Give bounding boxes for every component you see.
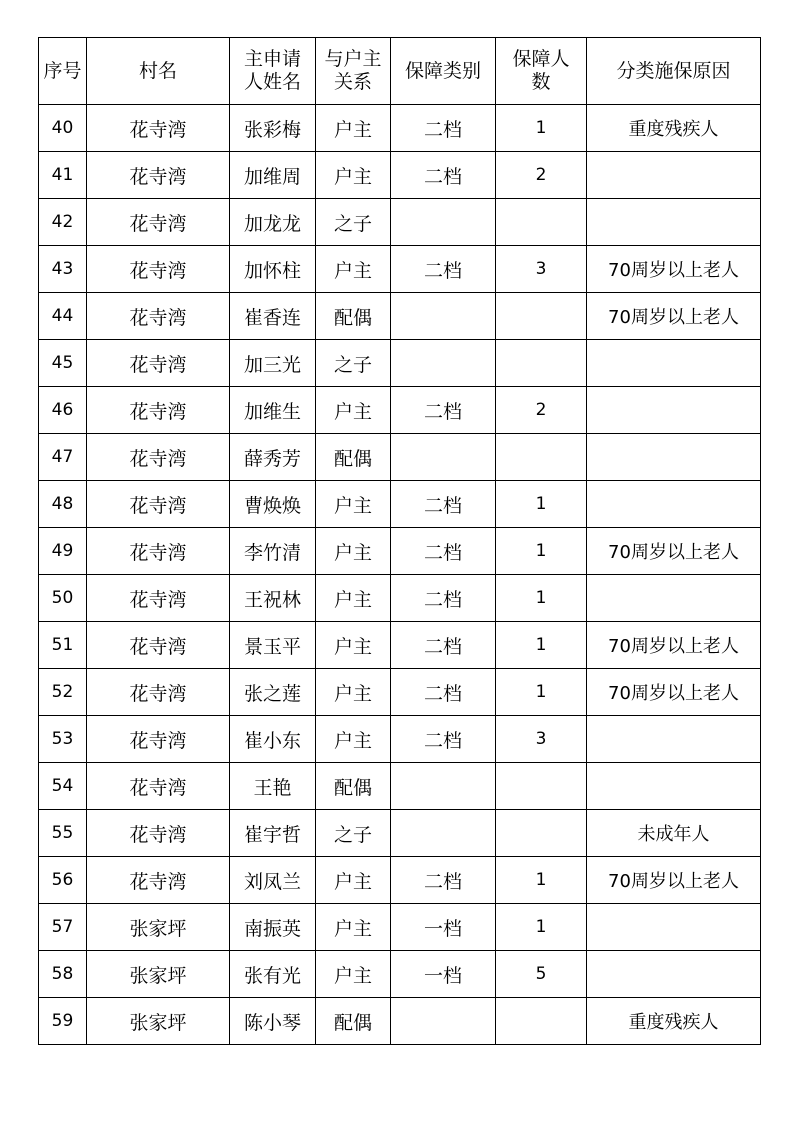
- cell-relation: 之子: [316, 199, 391, 246]
- cell-category: [391, 199, 496, 246]
- header-relation-line1: 与户主: [324, 48, 382, 70]
- cell-reason: [587, 152, 761, 199]
- cell-village: 花寺湾: [87, 387, 230, 434]
- cell-index: 40: [39, 105, 87, 152]
- cell-count: 5: [496, 951, 587, 998]
- cell-applicant-name: 张彩梅: [230, 105, 316, 152]
- cell-applicant-name: 王艳: [230, 763, 316, 810]
- cell-relation: 之子: [316, 810, 391, 857]
- table-row: [39, 152, 761, 199]
- cell-relation: 配偶: [316, 434, 391, 481]
- cell-count: [496, 763, 587, 810]
- cell-count: 1: [496, 857, 587, 904]
- table-row: [39, 105, 761, 152]
- table-row: [39, 622, 761, 669]
- header-index: 序号: [39, 38, 87, 105]
- cell-index: 49: [39, 528, 87, 575]
- header-village: 村名: [87, 38, 230, 105]
- cell-relation: 户主: [316, 481, 391, 528]
- cell-reason: [587, 340, 761, 387]
- cell-relation: 户主: [316, 904, 391, 951]
- cell-applicant-name: 加怀柱: [230, 246, 316, 293]
- cell-relation: 户主: [316, 622, 391, 669]
- cell-index: 56: [39, 857, 87, 904]
- cell-relation: 配偶: [316, 293, 391, 340]
- cell-count: 1: [496, 528, 587, 575]
- cell-applicant-name: 加维生: [230, 387, 316, 434]
- cell-category: 二档: [391, 528, 496, 575]
- cell-reason: 70周岁以上老人: [587, 246, 761, 293]
- cell-index: 41: [39, 152, 87, 199]
- cell-applicant-name: 薛秀芳: [230, 434, 316, 481]
- table-row: [39, 387, 761, 434]
- cell-applicant-name: 曹焕焕: [230, 481, 316, 528]
- cell-applicant-name: 崔香连: [230, 293, 316, 340]
- cell-index: 50: [39, 575, 87, 622]
- table-row: [39, 857, 761, 904]
- cell-count: [496, 293, 587, 340]
- cell-category: 二档: [391, 246, 496, 293]
- cell-index: 59: [39, 998, 87, 1045]
- header-applicant-line1: 主申请: [243, 48, 301, 70]
- cell-village: 花寺湾: [87, 105, 230, 152]
- header-relation: [316, 38, 391, 105]
- cell-reason: [587, 387, 761, 434]
- cell-relation: 户主: [316, 951, 391, 998]
- cell-category: [391, 340, 496, 387]
- cell-applicant-name: 加维周: [230, 152, 316, 199]
- cell-applicant-name: 刘凤兰: [230, 857, 316, 904]
- cell-village: 花寺湾: [87, 857, 230, 904]
- cell-applicant-name: 景玉平: [230, 622, 316, 669]
- cell-count: [496, 810, 587, 857]
- table-row: [39, 904, 761, 951]
- cell-relation: 之子: [316, 340, 391, 387]
- cell-relation: 户主: [316, 528, 391, 575]
- header-row: [39, 38, 761, 105]
- cell-relation: 配偶: [316, 998, 391, 1045]
- header-count-line1: 保障人: [512, 48, 570, 70]
- cell-reason: [587, 951, 761, 998]
- cell-applicant-name: 南振英: [230, 904, 316, 951]
- cell-village: 花寺湾: [87, 293, 230, 340]
- cell-index: 44: [39, 293, 87, 340]
- header-applicant: [230, 38, 316, 105]
- cell-village: 花寺湾: [87, 434, 230, 481]
- cell-reason: 未成年人: [587, 810, 761, 857]
- cell-relation: 户主: [316, 387, 391, 434]
- cell-index: 57: [39, 904, 87, 951]
- cell-category: 二档: [391, 716, 496, 763]
- cell-count: 1: [496, 575, 587, 622]
- cell-count: 1: [496, 105, 587, 152]
- cell-reason: 70周岁以上老人: [587, 528, 761, 575]
- cell-count: 3: [496, 246, 587, 293]
- cell-reason: [587, 575, 761, 622]
- cell-category: 二档: [391, 105, 496, 152]
- cell-count: 2: [496, 387, 587, 434]
- cell-index: 46: [39, 387, 87, 434]
- cell-index: 58: [39, 951, 87, 998]
- assistance-roster-table: [38, 37, 761, 1045]
- cell-index: 55: [39, 810, 87, 857]
- cell-reason: [587, 199, 761, 246]
- cell-applicant-name: 陈小琴: [230, 998, 316, 1045]
- cell-reason: 70周岁以上老人: [587, 857, 761, 904]
- cell-relation: 配偶: [316, 763, 391, 810]
- cell-category: [391, 998, 496, 1045]
- cell-index: 48: [39, 481, 87, 528]
- table-row: [39, 340, 761, 387]
- table-body: [39, 105, 761, 1045]
- cell-village: 花寺湾: [87, 622, 230, 669]
- cell-village: 花寺湾: [87, 575, 230, 622]
- cell-category: 二档: [391, 669, 496, 716]
- cell-index: 52: [39, 669, 87, 716]
- cell-category: [391, 810, 496, 857]
- cell-village: 张家坪: [87, 904, 230, 951]
- table-row: [39, 246, 761, 293]
- cell-index: 42: [39, 199, 87, 246]
- cell-count: 1: [496, 904, 587, 951]
- cell-village: 花寺湾: [87, 528, 230, 575]
- cell-reason: [587, 763, 761, 810]
- cell-category: 二档: [391, 622, 496, 669]
- cell-relation: 户主: [316, 105, 391, 152]
- cell-reason: 重度残疾人: [587, 105, 761, 152]
- table-row: [39, 951, 761, 998]
- cell-count: [496, 434, 587, 481]
- cell-village: 花寺湾: [87, 481, 230, 528]
- cell-applicant-name: 崔宇哲: [230, 810, 316, 857]
- cell-category: 二档: [391, 481, 496, 528]
- cell-relation: 户主: [316, 857, 391, 904]
- cell-count: [496, 998, 587, 1045]
- cell-category: 一档: [391, 951, 496, 998]
- table-row: [39, 716, 761, 763]
- cell-count: 3: [496, 716, 587, 763]
- cell-index: 53: [39, 716, 87, 763]
- cell-village: 花寺湾: [87, 810, 230, 857]
- cell-category: 一档: [391, 904, 496, 951]
- cell-village: 花寺湾: [87, 763, 230, 810]
- cell-village: 花寺湾: [87, 246, 230, 293]
- table-row: [39, 528, 761, 575]
- cell-village: 花寺湾: [87, 152, 230, 199]
- cell-relation: 户主: [316, 152, 391, 199]
- cell-relation: 户主: [316, 575, 391, 622]
- cell-count: [496, 340, 587, 387]
- cell-category: 二档: [391, 857, 496, 904]
- cell-category: [391, 434, 496, 481]
- table-row: [39, 763, 761, 810]
- header-count-line2: 数: [531, 71, 551, 93]
- table-row: [39, 481, 761, 528]
- table-row: [39, 669, 761, 716]
- table-row: [39, 575, 761, 622]
- cell-count: 2: [496, 152, 587, 199]
- cell-count: [496, 199, 587, 246]
- cell-reason: [587, 904, 761, 951]
- cell-reason: [587, 481, 761, 528]
- cell-category: 二档: [391, 152, 496, 199]
- cell-village: 张家坪: [87, 951, 230, 998]
- cell-applicant-name: 李竹清: [230, 528, 316, 575]
- cell-index: 51: [39, 622, 87, 669]
- cell-applicant-name: 王祝林: [230, 575, 316, 622]
- header-reason: 分类施保原因: [587, 38, 761, 105]
- table-row: [39, 434, 761, 481]
- cell-relation: 户主: [316, 716, 391, 763]
- header-applicant-line2: 人姓名: [243, 71, 301, 93]
- cell-reason: 重度残疾人: [587, 998, 761, 1045]
- cell-reason: 70周岁以上老人: [587, 622, 761, 669]
- cell-relation: 户主: [316, 669, 391, 716]
- header-relation-line2: 关系: [333, 71, 372, 93]
- cell-applicant-name: 崔小东: [230, 716, 316, 763]
- cell-category: [391, 293, 496, 340]
- cell-category: [391, 763, 496, 810]
- cell-category: 二档: [391, 575, 496, 622]
- cell-relation: 户主: [316, 246, 391, 293]
- header-count: [496, 38, 587, 105]
- cell-reason: [587, 434, 761, 481]
- cell-village: 花寺湾: [87, 716, 230, 763]
- cell-category: 二档: [391, 387, 496, 434]
- cell-count: 1: [496, 622, 587, 669]
- cell-village: 张家坪: [87, 998, 230, 1045]
- cell-applicant-name: 张有光: [230, 951, 316, 998]
- table-row: [39, 199, 761, 246]
- cell-index: 43: [39, 246, 87, 293]
- cell-reason: [587, 716, 761, 763]
- cell-reason: 70周岁以上老人: [587, 293, 761, 340]
- cell-applicant-name: 加龙龙: [230, 199, 316, 246]
- cell-index: 45: [39, 340, 87, 387]
- table-row: [39, 293, 761, 340]
- cell-index: 54: [39, 763, 87, 810]
- cell-village: 花寺湾: [87, 199, 230, 246]
- header-category: 保障类别: [391, 38, 496, 105]
- cell-village: 花寺湾: [87, 669, 230, 716]
- cell-applicant-name: 张之莲: [230, 669, 316, 716]
- cell-village: 花寺湾: [87, 340, 230, 387]
- cell-count: 1: [496, 669, 587, 716]
- cell-index: 47: [39, 434, 87, 481]
- table-row: [39, 998, 761, 1045]
- cell-count: 1: [496, 481, 587, 528]
- cell-reason: 70周岁以上老人: [587, 669, 761, 716]
- table-row: [39, 810, 761, 857]
- cell-applicant-name: 加三光: [230, 340, 316, 387]
